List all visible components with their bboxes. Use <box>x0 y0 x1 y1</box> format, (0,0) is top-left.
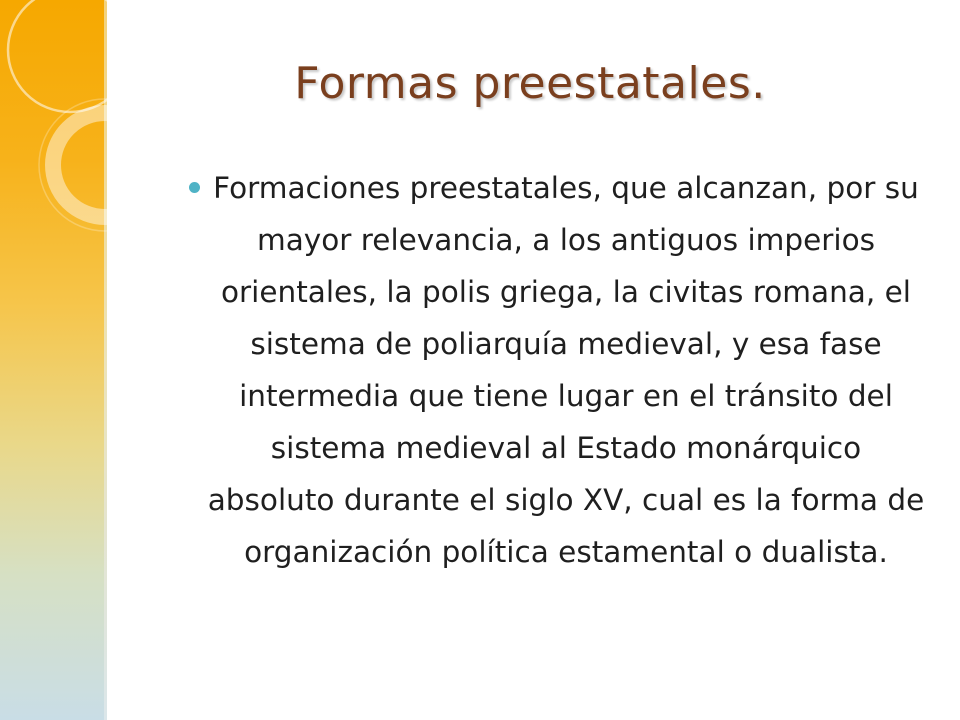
bullet-text: Formaciones preestatales, que alcanzan, por su mayor relevancia, a los antiguos imperios orientales, la polis griega, la civitas romana, el sistema de poliarquía medieval, y esa fase intermedia que tiene lugar en el tránsito del sistema medieval al Estado monárquico absoluto durante el siglo XV, cual es la forma de organización política estamental o dualista. <box>207 171 925 569</box>
bullet-item <box>205 162 927 578</box>
slide-content <box>205 162 927 578</box>
slide-title: Formas preestatales. <box>294 58 766 109</box>
decorative-circles-graphic <box>0 0 160 260</box>
bullet-dot-icon <box>189 182 200 193</box>
